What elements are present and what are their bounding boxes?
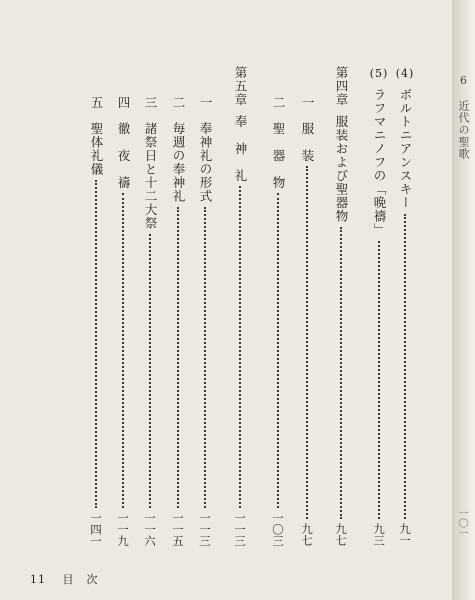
entry-page: 一一九 [116, 511, 130, 546]
entry-page: 一一五 [171, 511, 185, 546]
entry-number: 二 [271, 96, 286, 110]
facing-page-number: 一〇一 [456, 508, 467, 538]
entry-page: 一一三 [198, 511, 212, 546]
entry-title: ボルトニアンスキー [398, 88, 413, 210]
dot-leader [239, 186, 241, 508]
page-footer [30, 571, 111, 587]
toc-entry-eucharist[interactable] [88, 96, 104, 546]
entry-title: 徹 夜 禱 [116, 121, 131, 189]
toc-entry-rachmaninoff[interactable] [371, 66, 387, 546]
toc-entry-sacred-objects[interactable] [270, 96, 286, 546]
entry-title: ラフマニノフの「晩禱」 [372, 88, 387, 237]
dot-leader [95, 180, 97, 508]
toc-entry-feasts[interactable] [142, 96, 158, 546]
running-head: 目 次 [62, 573, 99, 586]
entry-title: 服 装 [300, 121, 315, 162]
toc-entry-bortniansky[interactable] [397, 66, 413, 546]
dot-leader [177, 207, 179, 508]
entry-page: 九七 [334, 523, 348, 546]
entry-number: 五 [89, 96, 104, 110]
entry-page: 一〇三 [271, 511, 285, 546]
entry-page: 一一六 [143, 511, 157, 546]
dot-leader [404, 214, 406, 520]
dot-leader [122, 193, 124, 508]
entry-page: 九七 [300, 523, 314, 546]
dot-leader [378, 241, 380, 520]
facing-page-edge [452, 0, 475, 600]
entry-title: 聖 器 物 [271, 121, 286, 189]
dot-leader [277, 193, 279, 508]
entry-page: 九一 [398, 523, 412, 546]
entry-page: 九三 [372, 523, 386, 546]
dot-leader [306, 166, 308, 519]
toc-entry-liturgy-forms[interactable] [197, 96, 213, 546]
facing-page-title: 6 近代の聖歌 [457, 74, 470, 160]
entry-title: 諸祭日と十二大祭 [143, 121, 158, 230]
page-number: 11 [30, 573, 46, 586]
entry-title: 毎週の奉神礼 [171, 121, 186, 203]
entry-number: 四 [116, 96, 131, 110]
toc-chapter-5[interactable] [232, 66, 248, 546]
chapter-title: 服装および聖器物 [334, 114, 349, 223]
entry-page: 一四一 [89, 511, 103, 546]
chapter-number: 第五章 [233, 66, 248, 107]
dot-leader [204, 207, 206, 508]
dot-leader [340, 227, 342, 520]
entry-number: 三 [143, 96, 158, 110]
entry-number: 一 [300, 96, 315, 110]
entry-page: 一一三 [233, 511, 247, 546]
dot-leader [149, 234, 151, 508]
entry-number: (5) [369, 67, 389, 80]
entry-number: 一 [198, 96, 213, 110]
entry-title: 奉神礼の形式 [198, 121, 213, 203]
toc-entry-vigil[interactable] [115, 96, 131, 546]
entry-number: 二 [171, 96, 186, 110]
toc-entry-vestments[interactable] [299, 96, 315, 546]
entry-number: (4) [395, 67, 415, 80]
toc-entry-weekly-liturgy[interactable] [170, 96, 186, 546]
entry-title: 聖体礼儀 [89, 121, 104, 176]
toc-chapter-4[interactable] [333, 66, 349, 546]
chapter-number: 第四章 [334, 66, 349, 107]
chapter-title: 奉 神 礼 [233, 114, 248, 182]
